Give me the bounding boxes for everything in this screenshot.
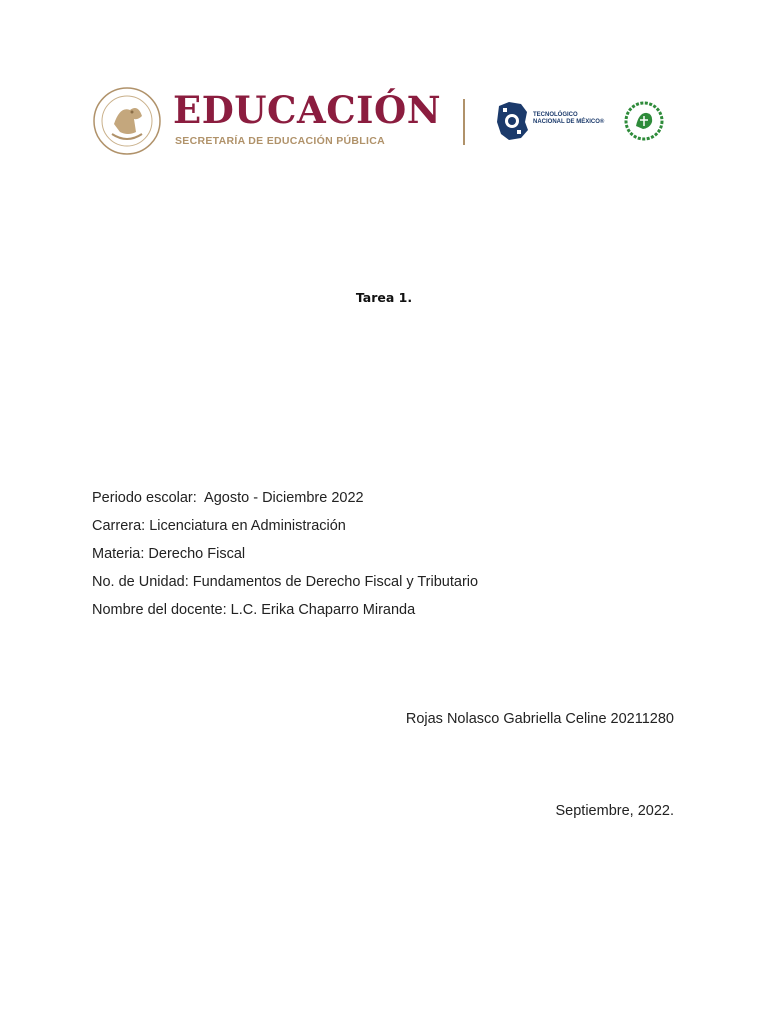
institute-green-emblem-icon (623, 100, 665, 142)
info-row-carrera: Carrera: Licenciatura en Administración (92, 518, 346, 534)
mexico-coat-of-arms-seal-icon (92, 86, 162, 156)
logo-divider (463, 99, 465, 145)
info-row-unidad: No. de Unidad: Fundamentos de Derecho Fiscal y Tributario (92, 574, 479, 590)
info-row-periodo: Periodo escolar: Agosto - Diciembre 2022 (92, 490, 364, 506)
tecnm-logo-line-2: NACIONAL DE MÉXICO® (533, 119, 605, 125)
info-row-materia: Materia: Derecho Fiscal (92, 546, 246, 562)
tecnm-logo-line-1: TECNOLÓGICO (533, 112, 578, 118)
sep-logo-title: EDUCACIÓN (173, 88, 442, 132)
tecnm-logo-text (533, 112, 604, 126)
document-title: Tarea 1. (355, 290, 413, 305)
date-line: Septiembre, 2022. (555, 803, 674, 819)
info-row-docente: Nombre del docente: L.C. Erika Chaparro Miranda (92, 602, 416, 618)
sep-logo-subtitle: SECRETARÍA DE EDUCACIÓN PÚBLICA (175, 135, 385, 147)
info-block (92, 487, 478, 627)
tecnm-gear-logo-icon (495, 100, 529, 142)
author-line: Rojas Nolasco Gabriella Celine 20211280 (405, 711, 674, 727)
header-logos (90, 84, 680, 160)
